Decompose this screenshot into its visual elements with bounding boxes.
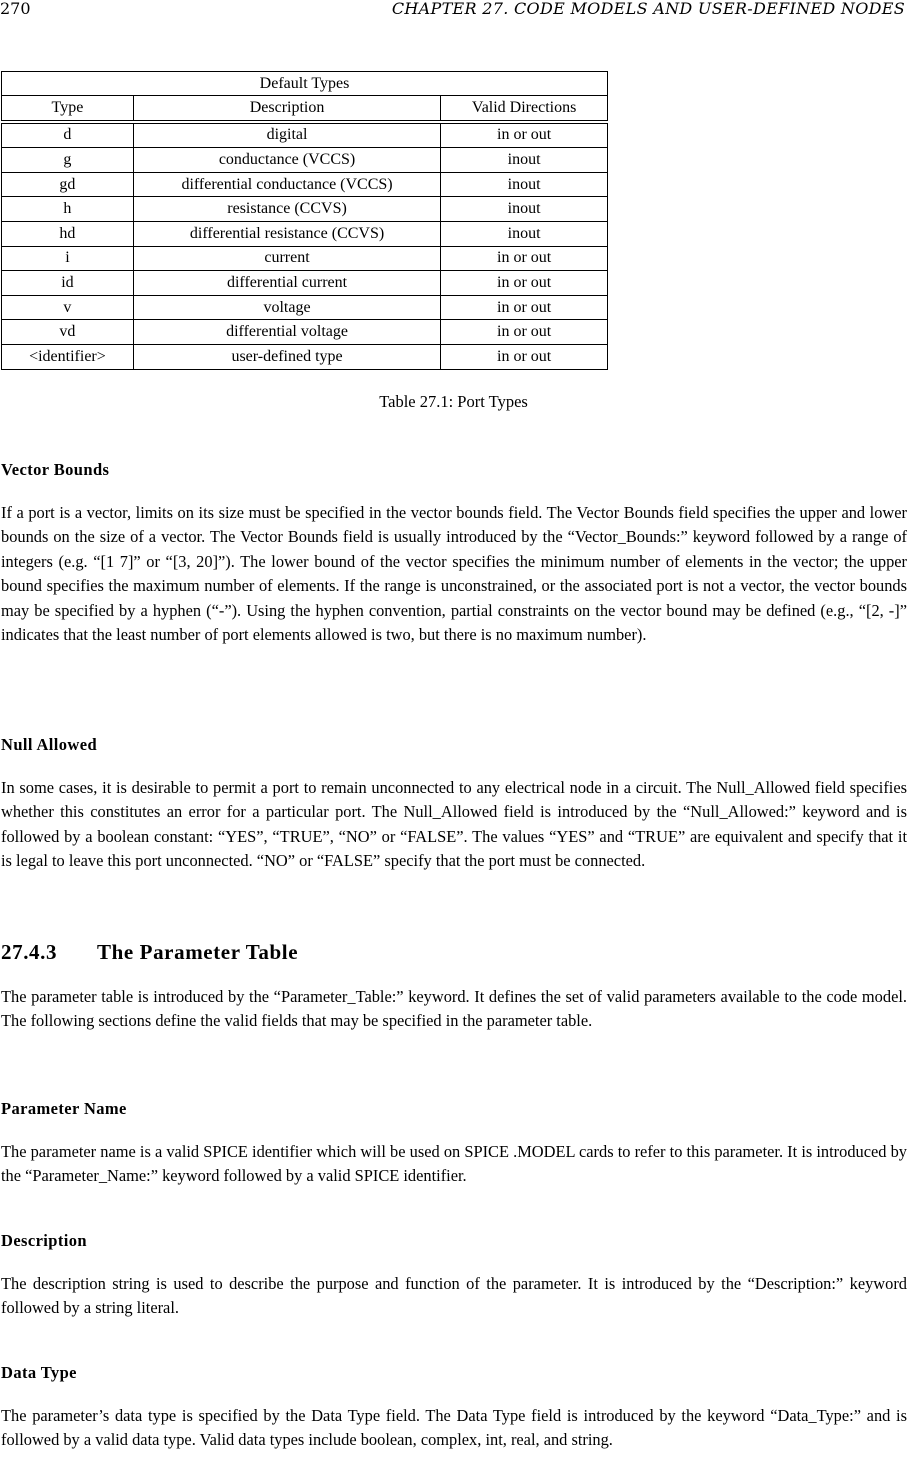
table-row <box>2 320 608 345</box>
page-header <box>0 0 907 22</box>
cell-direction: in or out <box>441 295 608 320</box>
cell-type: g <box>2 148 134 173</box>
paragraph-data-type: The parameter’s data type is specified by the Data Type field. The Data Type field is introduced by the keyword “Data_Type:” and is followed by a valid data type. Valid data types include boolean, complex, int, real, and string. <box>1 1406 907 1450</box>
cell-direction: inout <box>441 172 608 197</box>
paragraph-null-allowed: In some cases, it is desirable to permit a port to remain unconnected to any electrical node in a circuit. The Null_Allowed field specifies whether this constitutes an error for a particular port. The Null_Allowed field is introduced by the “Null_Allowed:” keyword and is followed by a boolean constant: “YES”, “TRUE”, “NO” or “FALSE”. The values “YES” and “TRUE” are equivalent and specify that it is legal to leave this port unconnected. “NO” or “FALSE” specify that the port must be connected. <box>1 778 907 871</box>
cell-description: differential conductance (VCCS) <box>133 172 440 197</box>
cell-direction: inout <box>441 197 608 222</box>
table-row <box>2 246 608 271</box>
cell-description: conductance (VCCS) <box>133 148 440 173</box>
cell-direction: in or out <box>441 344 608 369</box>
heading-parameter-name: Parameter Name <box>1 1099 127 1118</box>
cell-type: vd <box>2 320 134 345</box>
heading-description: Description <box>1 1231 87 1250</box>
section-heading-parameter-table <box>1 940 298 965</box>
table-row <box>2 344 608 369</box>
cell-direction: in or out <box>441 271 608 296</box>
heading-data-type: Data Type <box>1 1363 77 1382</box>
cell-description: differential resistance (CCVS) <box>133 221 440 246</box>
cell-type: v <box>2 295 134 320</box>
table-title: Default Types <box>2 72 608 96</box>
cell-type: i <box>2 246 134 271</box>
cell-description: differential voltage <box>133 320 440 345</box>
cell-description: user-defined type <box>133 344 440 369</box>
paragraph-vector-bounds: If a port is a vector, limits on its size must be specified in the vector bounds field. The Vector Bounds field specifies the upper and lower bounds on the size of a vector. The Vector Bounds field is usually introduced by the “Vector_Bounds:” keyword followed by a range of integers (e.g. “[1 7]” or “[3, 20]”). The lower bound of the vector specifies the minimum number of elements in the vector; the upper bound specifies the maximum number of elements. If the range is unconstrained, or the associated port is not a vector, the vector bounds may be specified by a hyphen (“-”). Using the hyphen convention, partial constraints on the vector bound may be defined (e.g., “[2, -]” indicates that the least number of port elements allowed is two, but there is no maximum number). <box>1 503 907 645</box>
page-number: 270 <box>0 0 31 18</box>
paragraph-parameter-name: The parameter name is a valid SPICE identifier which will be used on SPICE .MODEL cards to refer to this parameter. It is introduced by the “Parameter_Name:” keyword followed by a valid SPICE identifier. <box>1 1142 907 1186</box>
cell-direction: inout <box>441 221 608 246</box>
cell-direction: in or out <box>441 320 608 345</box>
table-row <box>2 172 608 197</box>
cell-type: gd <box>2 172 134 197</box>
table-row <box>2 295 608 320</box>
table-row <box>2 221 608 246</box>
table-row <box>2 123 608 148</box>
cell-type: id <box>2 271 134 296</box>
column-header-type: Type <box>2 96 134 121</box>
table-row <box>2 148 608 173</box>
section-title: The Parameter Table <box>97 940 299 964</box>
cell-description: differential current <box>133 271 440 296</box>
heading-null-allowed: Null Allowed <box>1 735 98 754</box>
cell-direction: inout <box>441 148 608 173</box>
cell-description: resistance (CCVS) <box>133 197 440 222</box>
cell-description: digital <box>133 123 440 148</box>
table-row <box>2 271 608 296</box>
cell-description: voltage <box>133 295 440 320</box>
cell-direction: in or out <box>441 246 608 271</box>
paragraph-parameter-table: The parameter table is introduced by the “Parameter_Table:” keyword. It defines the set of valid parameters available to the code model. The following sections define the valid fields that may be specified in the parameter table. <box>1 987 907 1031</box>
table-caption: Table 27.1: Port Types <box>379 392 528 411</box>
cell-direction: in or out <box>441 123 608 148</box>
section-number: 27.4.3 <box>1 940 58 964</box>
running-chapter-title: CHAPTER 27. CODE MODELS AND USER-DEFINED NODES <box>391 0 905 18</box>
column-header-valid-directions: Valid Directions <box>441 96 608 121</box>
paragraph-description: The description string is used to describe the purpose and function of the parameter. It is introduced by the “Description:” keyword followed by a string literal. <box>1 1274 907 1318</box>
cell-type: d <box>2 123 134 148</box>
cell-type: <identifier> <box>2 344 134 369</box>
heading-vector-bounds: Vector Bounds <box>1 460 110 479</box>
cell-type: h <box>2 197 134 222</box>
cell-description: current <box>133 246 440 271</box>
column-header-description: Description <box>133 96 440 121</box>
table-row <box>2 197 608 222</box>
cell-type: hd <box>2 221 134 246</box>
port-types-table <box>1 71 608 370</box>
